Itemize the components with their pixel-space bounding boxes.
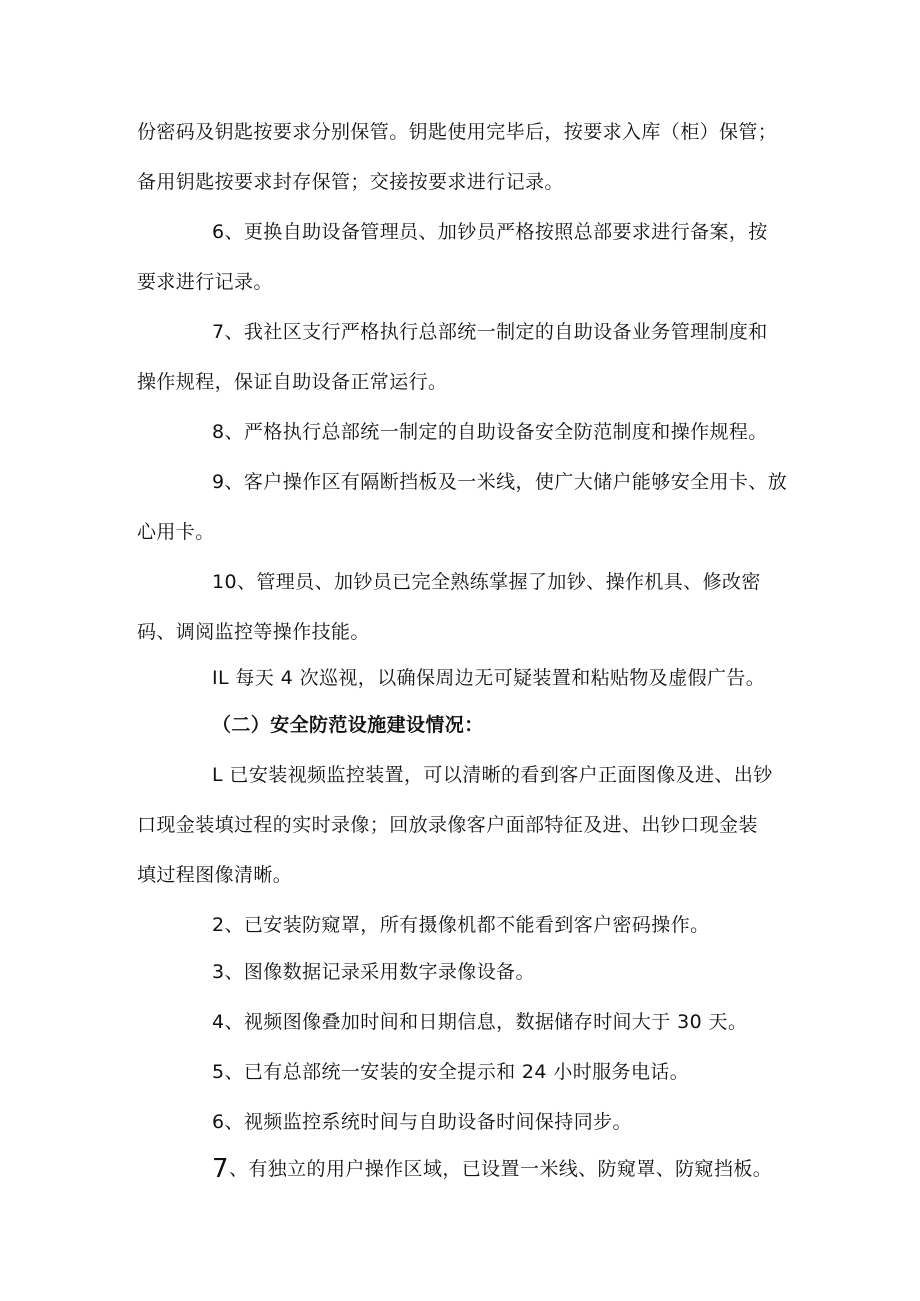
- facility-item-3-line: 3、图像数据记录采用数字录像设备。: [212, 961, 535, 983]
- item-7-line-2: 操作规程，保证自助设备正常运行。: [137, 371, 448, 393]
- item-9-line-2: 心用卡。: [137, 521, 215, 543]
- paragraph-line-1: 份密码及钥匙按要求分别保管。钥匙使用完毕后，按要求入库（柜）保管；: [137, 121, 778, 143]
- item-8-line-1: 8、严格执行总部统一制定的自助设备安全防范制度和操作规程。: [212, 421, 768, 443]
- facility-item-7-line: [212, 1154, 773, 1184]
- item-6-line-1: 6、更换自助设备管理员、加钞员严格按照总部要求进行备案，按: [212, 221, 768, 243]
- facility-item-1-line-2: 口现金装填过程的实时录像；回放录像客户面部特征及进、出钞口现金装: [137, 814, 758, 836]
- item-7-line-1: 7、我社区支行严格执行总部统一制定的自助设备业务管理制度和: [212, 321, 768, 343]
- item-11-line-1: IL 每天 4 次巡视，以确保周边无可疑装置和粘贴物及虚假广告。: [212, 667, 766, 689]
- facility-item-7-text: 、有独立的用户操作区域，已设置一米线、防窥罩、防窥挡板。: [228, 1158, 773, 1180]
- facility-item-2-line: 2、已安装防窥罩，所有摄像机都不能看到客户密码操作。: [212, 914, 710, 936]
- facility-item-4-line: 4、视频图像叠加时间和日期信息，数据储存时间大于 30 天。: [212, 1011, 748, 1033]
- facility-item-1-line-1: L 已安装视频监控装置，可以清晰的看到客户正面图像及进、出钞: [212, 764, 773, 786]
- facility-item-6-line: 6、视频监控系统时间与自助设备时间保持同步。: [212, 1111, 632, 1133]
- paragraph-line-2: 备用钥匙按要求封存保管；交接按要求进行记录。: [137, 171, 564, 193]
- facility-item-1-line-3: 填过程图像清晰。: [137, 864, 293, 886]
- item-10-line-2: 码、调阅监控等操作技能。: [137, 621, 370, 643]
- facility-item-5-line: 5、已有总部统一安装的安全提示和 24 小时服务电话。: [212, 1061, 690, 1083]
- facility-item-7-number: 7: [212, 1154, 229, 1184]
- item-10-line-1: 10、管理员、加钞员已完全熟练掌握了加钞、操作机具、修改密: [212, 571, 761, 593]
- item-6-line-2: 要求进行记录。: [137, 271, 273, 293]
- item-9-line-1: 9、客户操作区有隔断挡板及一米线，使广大储户能够安全用卡、放: [212, 471, 788, 493]
- section-heading: （二）安全防范设施建设情况：: [212, 714, 484, 736]
